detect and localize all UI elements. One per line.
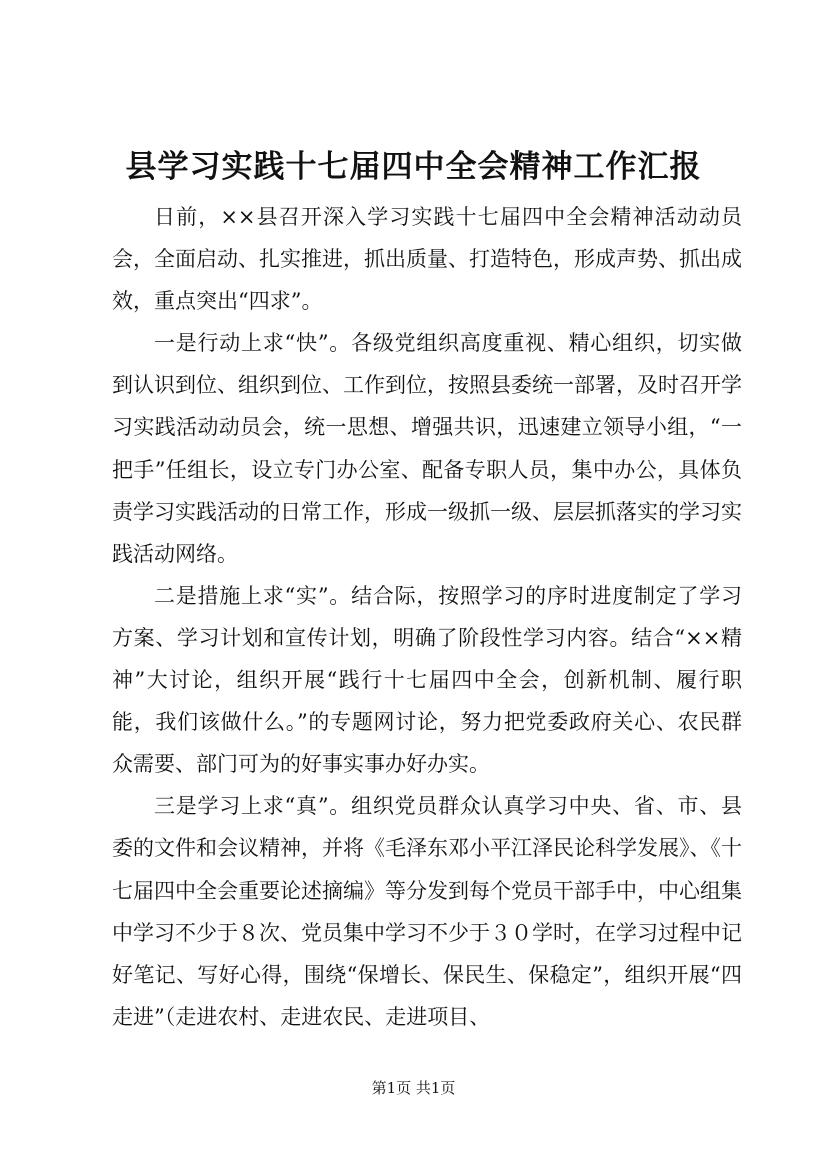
document-body <box>112 196 742 1038</box>
document-title: 县学习实践十七届四中全会精神工作汇报 <box>125 149 702 185</box>
paragraph-study: 三是学习上求“真”。组织党员群众认真学习中央、省、市、县委的文件和会议精神，并将《毛泽东邓小平江泽民论科学发展》、《十七届四中全会重要论述摘编》等分发到每个党员干部手中，中心组集中学习不少于８次、党员集中学习不少于３０学时，在学习过程中记好笔记、写好心得，围绕“保增长、保民生、保稳定”，组织开展“四走进”（走进农村、走进农民、走进项目、 <box>112 794 742 1029</box>
paragraph-intro: 日前，××县召开深入学习实践十七届四中全会精神活动动员会，全面启动、扎实推进，抓出质量、打造特色，形成声势、抓出成效，重点突出“四求”。 <box>112 205 742 314</box>
paragraph-action: 一是行动上求“快”。各级党组织高度重视、精心组织，切实做到认识到位、组织到位、工作到位，按照县委统一部署，及时召开学习实践活动动员会，统一思想、增强共识，迅速建立领导小组，“一把手”任组长，设立专门办公室、配备专职人员，集中办公，具体负责学习实践活动的日常工作，形成一级抓一级、层层抓落实的学习实践活动网络。 <box>112 331 742 566</box>
paragraph-measures: 二是措施上求“实”。结合际，按照学习的序时进度制定了学习方案、学习计划和宣传计划，明确了阶段性学习内容。结合“××精神”大讨论，组织开展“践行十七届四中全会，创新机制、履行职能，我们该做什么。”的专题网讨论，努力把党委政府关心、农民群众需要、部门可为的好事实事办好办实。 <box>112 583 742 777</box>
page-number-footer: 第1页 共1页 <box>371 1079 456 1097</box>
